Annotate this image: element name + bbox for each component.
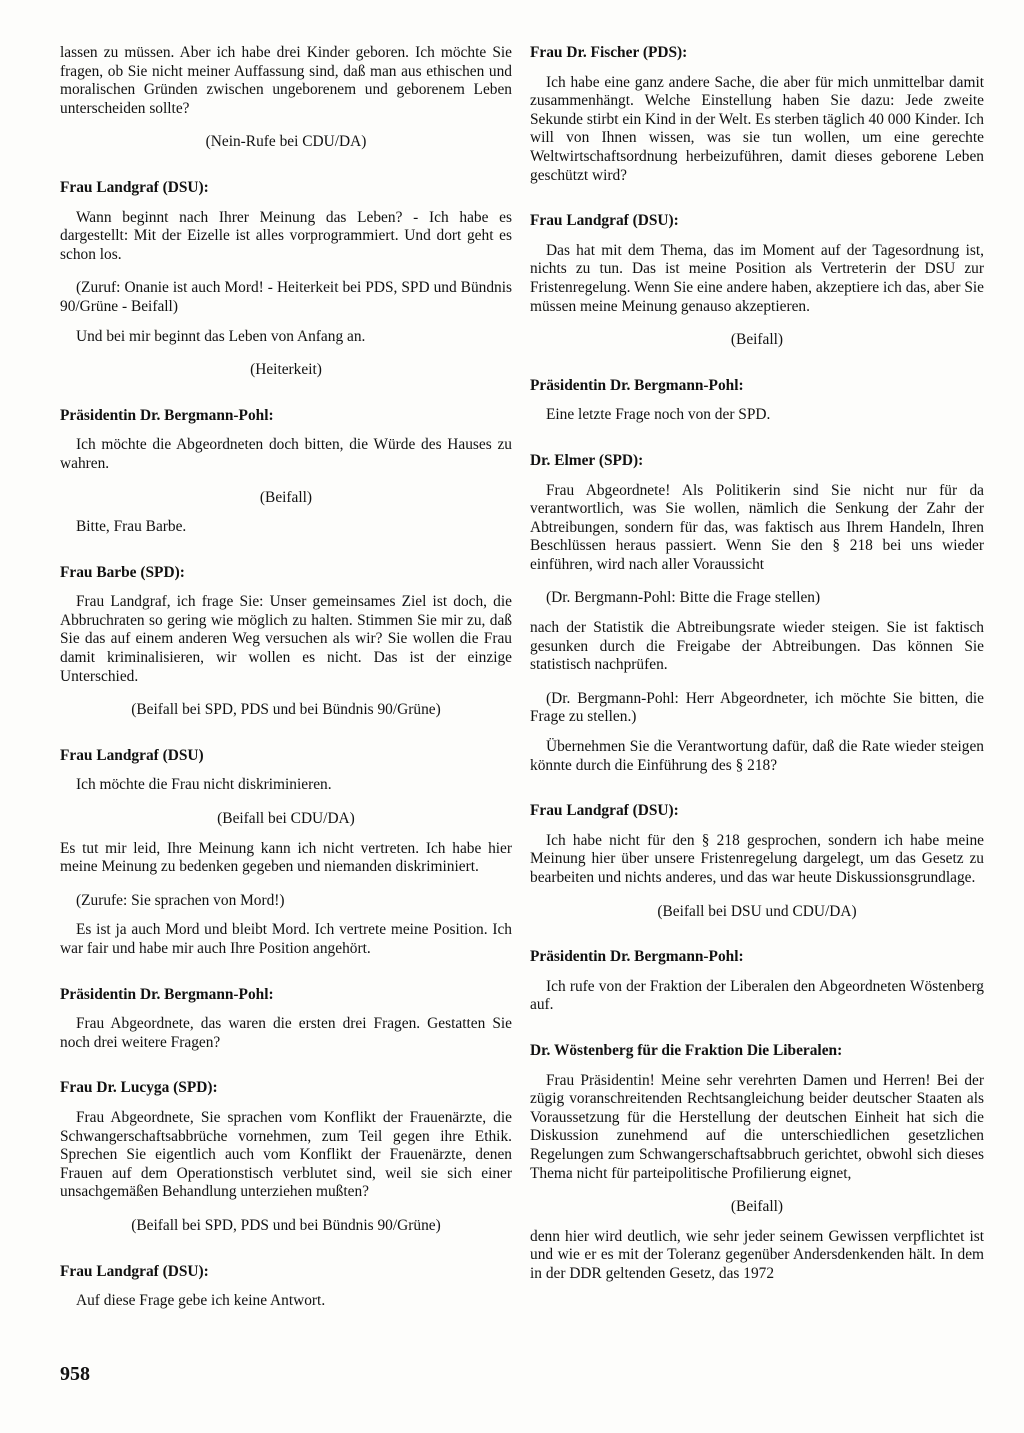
paragraph: Frau Abgeordnete! Als Politikerin sind Sie nicht nur für da verantwortlich, was Sie wollen, nämlich die Senkung der Zahr der Abtreibungen, sondern für das, was faktisch aus Ihrem Handeln, Ihren Beschlüssen heraus passiert. Wenn Sie den § 218 bei uns wieder einführen, wird nach aller Voraussicht — [530, 481, 984, 573]
paragraph: denn hier wird deutlich, wie sehr jeder seinem Gewissen verpflichtet ist und wie er es mit der Toleranz gegenüber Andersdenkenden hält. In dem in der DDR geltenden Gesetz, das 1972 — [530, 1227, 984, 1282]
paragraph: nach der Statistik die Abtreibungsrate wieder steigen. Sie ist faktisch gesunken durch die Freigabe der Abtreibungen. Das können Sie statistisch nachprüfen. — [530, 619, 984, 674]
paragraph: Eine letzte Frage noch von der SPD. — [546, 406, 771, 424]
paragraph: Übernehmen Sie die Verantwortung dafür, daß die Rate wieder steigen könnte durch die Einführung des § 218? — [530, 738, 984, 774]
speaker-heading: Frau Dr. Fischer (PDS): — [530, 44, 688, 61]
paragraph: Ich habe nicht für den § 218 gesprochen, sondern ich habe meine Meinung hier über unsere Fristenregelung dargelegt, um das Gesetz zu bearbeiten und nichts anderes, und das war heute Diskussionsgrundlage. — [530, 831, 984, 886]
speaker-heading: Dr. Wöstenberg für die Fraktion Die Liberalen: — [530, 1041, 843, 1059]
speaker-heading: Präsidentin Dr. Bergmann-Pohl: — [60, 406, 274, 424]
interjection: (Zuruf: Onanie ist auch Mord! - Heiterkeit bei PDS, SPD und Bündnis 90/Grüne - Beifall) — [60, 279, 512, 315]
paragraph: Ich rufe von der Fraktion der Liberalen den Abgeordneten Wöstenberg auf. — [530, 977, 984, 1014]
paragraph: Frau Präsidentin! Meine sehr verehrten Damen und Herren! Bei der zügig voranschreitenden Rechtsangleichung beider deutscher Staaten als Voraussetzung für die Herstellung der deutschen Einheit hat sich die Diskussion zunehmend auf die unterschiedlichen gesetzlichen Regelungen zum Schwangerschaftsabbruch gerichtet, obwohl sich dieses Thema nicht für parteipolitische Profilierung eignet, — [530, 1071, 984, 1182]
speaker-heading: Frau Landgraf (DSU): — [60, 1262, 209, 1280]
speaker-heading: Präsidentin Dr. Bergmann-Pohl: — [530, 948, 744, 966]
paragraph: Frau Landgraf, ich frage Sie: Unser gemeinsames Ziel ist doch, die Abbruchraten so gering wie möglich zu halten. Stimmen Sie mir zu, daß Sie das auf einem anderen Weg versuchen als wir? Sie wollen die Frau damit kriminalisieren, wir wollen es nicht. Das ist der einzige Unterschied. — [60, 593, 512, 685]
speaker-heading: Frau Barbe (SPD): — [60, 563, 185, 581]
speaker-heading: Dr. Elmer (SPD): — [530, 451, 644, 469]
interjection: (Dr. Bergmann-Pohl: Herr Abgeordneter, ich möchte Sie bitten, die Frage zu stellen.) — [530, 689, 984, 726]
paragraph: Frau Abgeordnete, das waren die ersten drei Fragen. Gestatten Sie noch drei weitere Fragen? — [60, 1015, 512, 1051]
interjection-center: (Beifall) — [730, 331, 784, 349]
interjection: (Dr. Bergmann-Pohl: Bitte die Frage stellen) — [546, 589, 821, 607]
right-column — [530, 44, 984, 1284]
speaker-heading: Frau Landgraf (DSU): — [530, 802, 679, 820]
speaker-heading: Frau Landgraf (DSU): — [60, 178, 209, 196]
paragraph: Und bei mir beginnt das Leben von Anfang an. — [76, 327, 366, 345]
paragraph: Bitte, Frau Barbe. — [76, 518, 187, 536]
interjection-center: (Beifall) — [259, 488, 313, 506]
interjection-center: (Heiterkeit) — [250, 361, 322, 379]
interjection-center: (Nein-Rufe bei CDU/DA) — [205, 133, 367, 151]
paragraph: lassen zu müssen. Aber ich habe drei Kinder geboren. Ich möchte Sie fragen, ob Sie nicht meiner Auffassung sind, daß man aus ethischen und moralischen Gründen zwischen ungeborenem und geborenem Leben unterscheiden sollte? — [60, 44, 512, 117]
speaker-heading: Präsidentin Dr. Bergmann-Pohl: — [60, 985, 274, 1003]
paragraph: Ich habe eine ganz andere Sache, die aber für mich unmittelbar damit zusammenhängt. Welche Einstellung haben Sie dazu: Jede zweite Sekunde stirbt ein Kind in der Welt. Es sterben täglich 40 000 Kinder. Ich will von Ihnen wissen, was sie tun wollen, um eine gerechte Weltwirtschaftsordnung herbeizuführen, damit dieses geborene Leben geschützt wird? — [530, 73, 984, 184]
paragraph: Auf diese Frage gebe ich keine Antwort. — [76, 1292, 326, 1310]
paragraph: Es ist ja auch Mord und bleibt Mord. Ich vertrete meine Position. Ich war fair und habe mir auch Ihre Position angehört. — [60, 921, 512, 957]
paragraph: Es tut mir leid, Ihre Meinung kann ich nicht vertreten. Ich habe hier meine Meinung zu bedenken gegeben und niemanden diskriminiert. — [60, 839, 512, 876]
interjection-center: (Beifall) — [730, 1198, 784, 1216]
paragraph: Ich möchte die Abgeordneten doch bitten, die Würde des Hauses zu wahren. — [60, 436, 512, 472]
speaker-heading: Präsidentin Dr. Bergmann-Pohl: — [530, 376, 744, 394]
interjection-center: (Beifall bei SPD, PDS und bei Bündnis 90/Grüne) — [131, 1216, 441, 1234]
paragraph: Ich möchte die Frau nicht diskriminieren. — [76, 776, 332, 794]
page-number: 958 — [60, 1363, 90, 1385]
speaker-heading: Frau Landgraf (DSU): — [530, 212, 679, 230]
paragraph: Frau Abgeordnete, Sie sprachen vom Konflikt der Frauenärzte, die Schwangerschaftsabbrüche vornehmen, zum Teil gegen ihre Ethik. Sprechen Sie eigentlich auch vom Konflikt der Frauenärzte, denen Frauen auf dem Operationstisch verblutet sind, weil sie sich einer unsachgemäßen Behandlung unterziehen mußten? — [60, 1108, 512, 1201]
speaker-heading: Frau Dr. Lucyga (SPD): — [60, 1079, 218, 1097]
speaker-heading: Frau Landgraf (DSU) — [60, 746, 204, 764]
left-column — [60, 44, 512, 1311]
interjection: (Zurufe: Sie sprachen von Mord!) — [76, 891, 285, 909]
paragraph: Wann beginnt nach Ihrer Meinung das Leben? - Ich habe es dargestellt: Mit der Eizelle ist alles vorprogrammiert. Und dort geht es schon los. — [60, 208, 512, 263]
paragraph: Das hat mit dem Thema, das im Moment auf der Tagesordnung ist, nichts zu tun. Das ist meine Position als Vertreterin der DSU zur Fristenregelung. Wenn Sie eine andere haben, akzeptiere ich das, aber Sie müssen meine Meinung genauso akzeptieren. — [530, 241, 984, 315]
interjection-center: (Beifall bei SPD, PDS und bei Bündnis 90/Grüne) — [131, 701, 441, 719]
interjection-center: (Beifall bei DSU und CDU/DA) — [657, 902, 857, 920]
interjection-center: (Beifall bei CDU/DA) — [217, 810, 355, 828]
